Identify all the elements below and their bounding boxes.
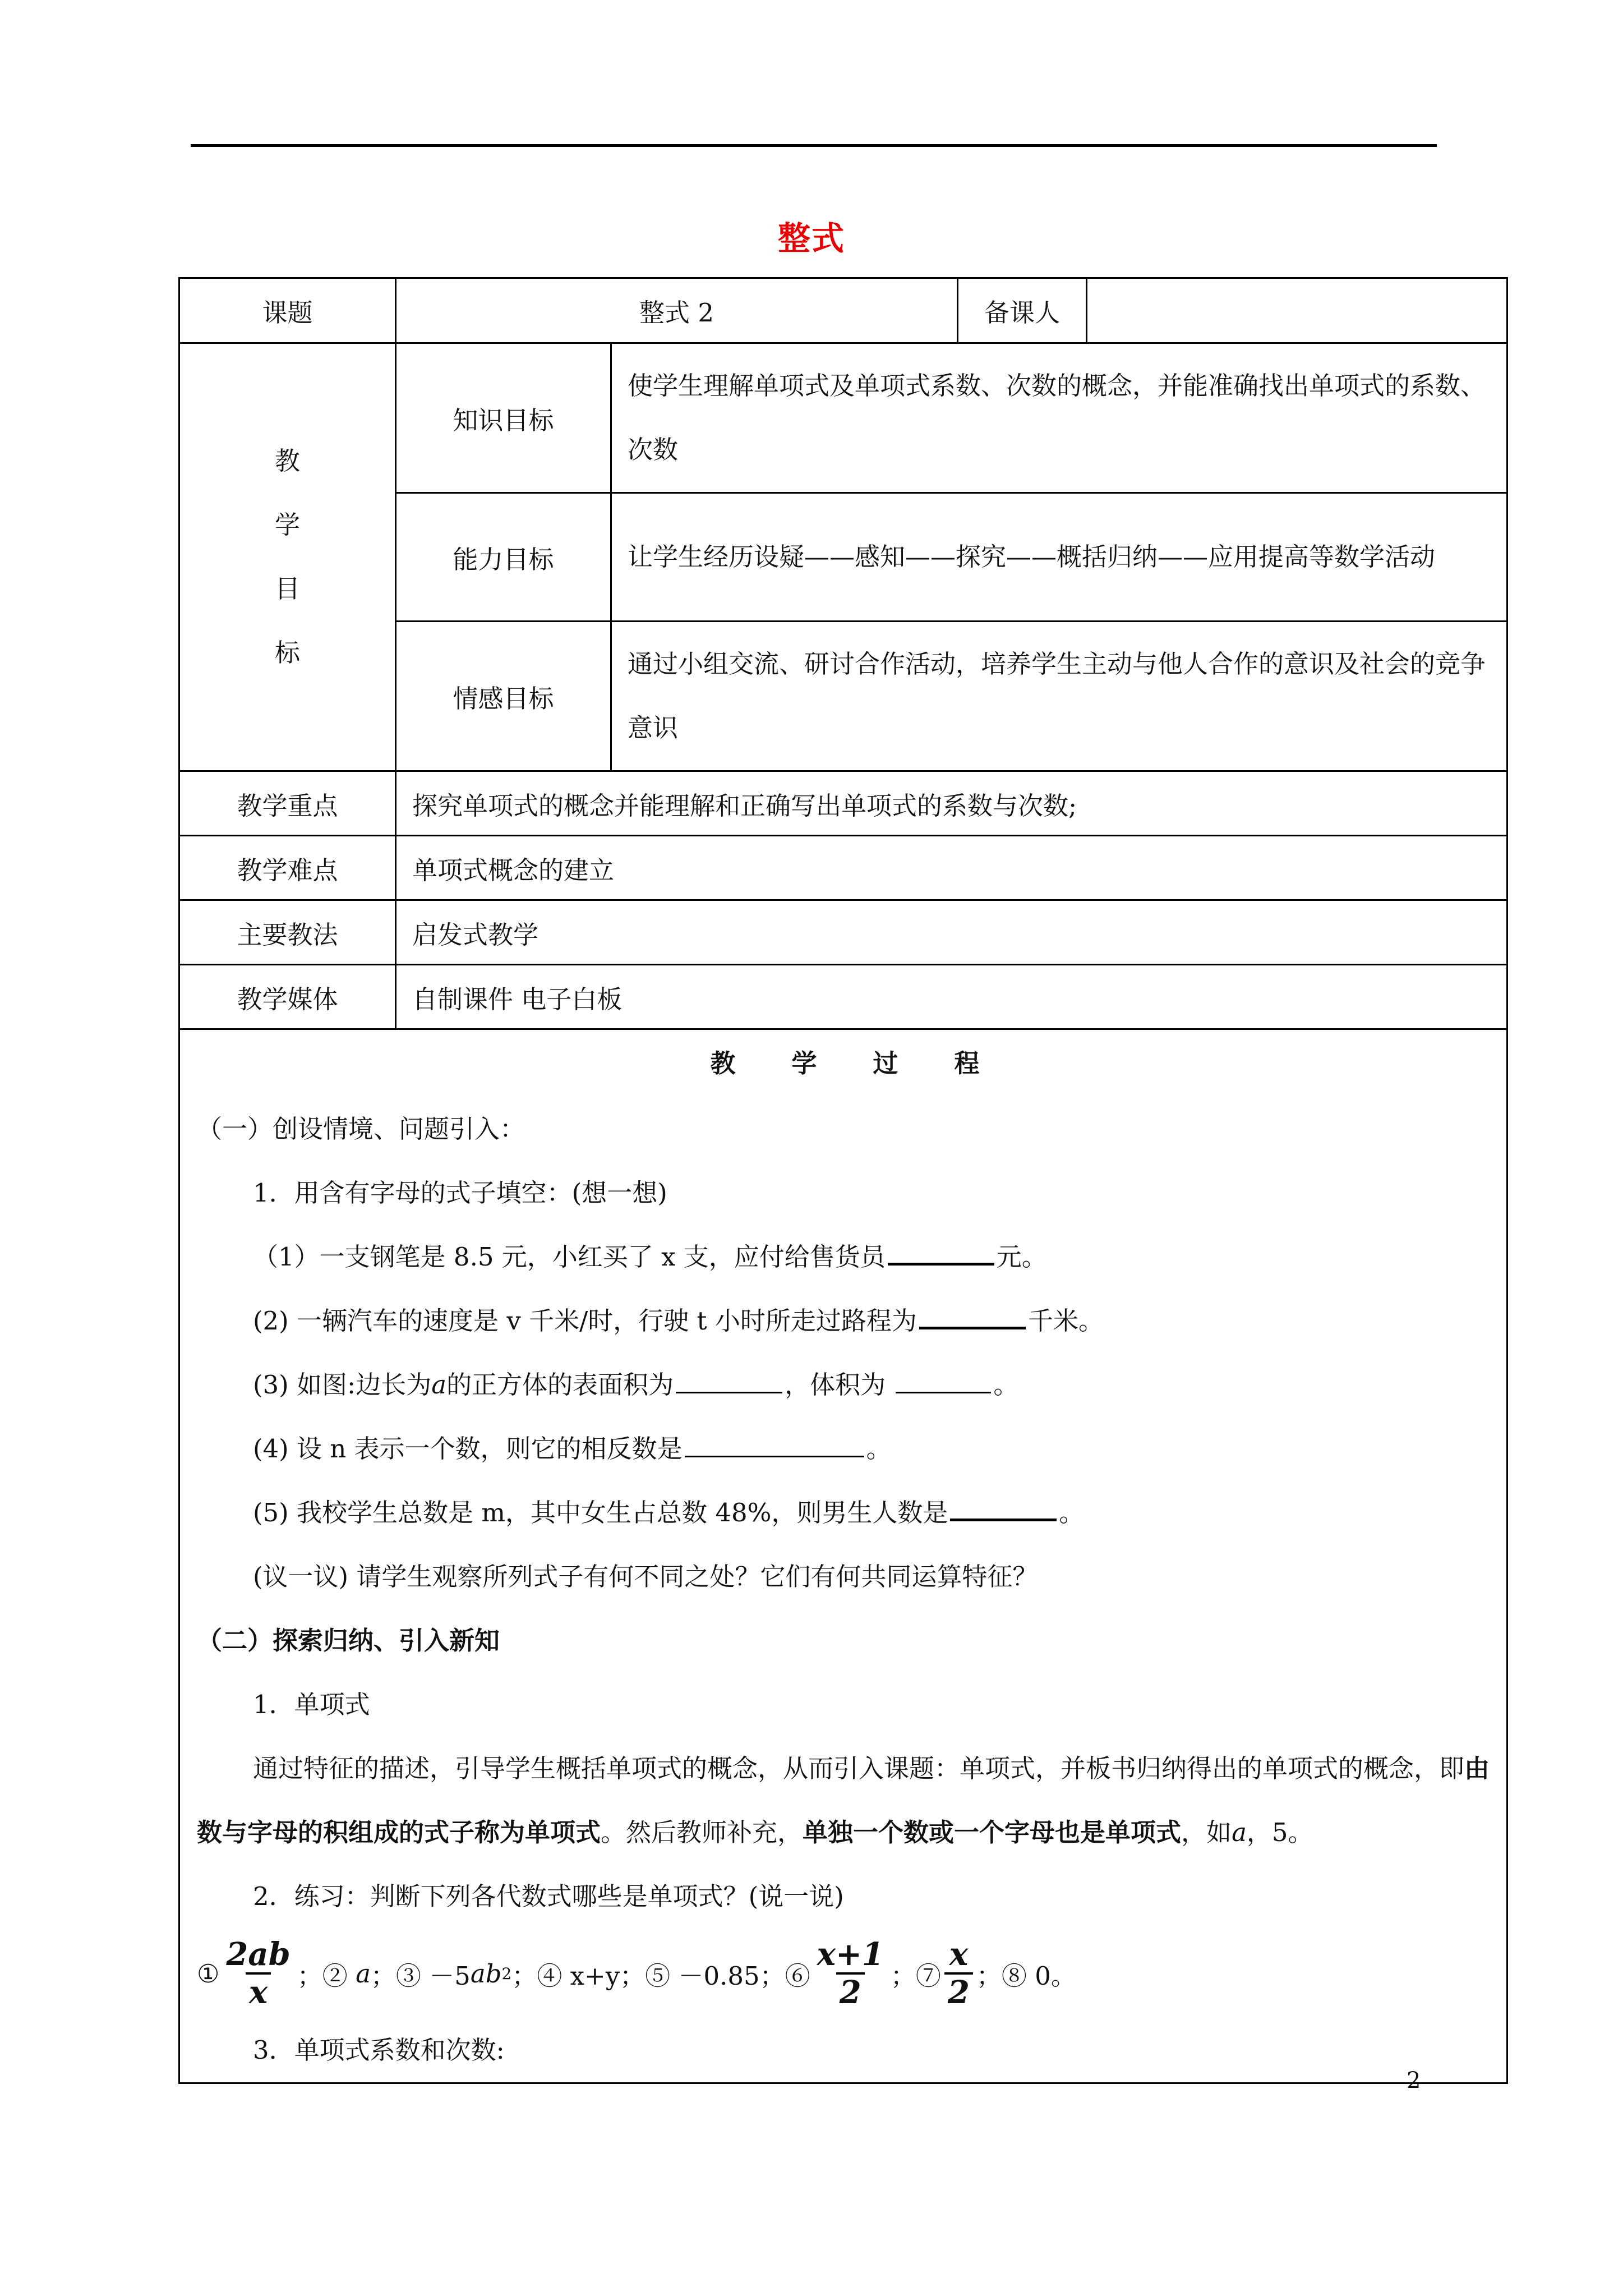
answer-blank xyxy=(896,1369,991,1393)
info-row xyxy=(179,836,1507,900)
answer-blank xyxy=(676,1369,782,1393)
info-row xyxy=(179,900,1507,965)
info-label: 教学重点 xyxy=(179,771,396,836)
objective-label: 知识目标 xyxy=(396,343,611,493)
question-3: (3) 如图:边长为a的正方体的表面积为 ，体积为 。 xyxy=(253,1370,1019,1400)
question-5: (5) 我校学生总数是 m，其中女生占总数 48%，则男生人数是 。 xyxy=(197,1481,1493,1545)
objective-row xyxy=(179,343,1507,493)
document-title: 整式 xyxy=(777,219,845,257)
info-text: 单项式概念的建立 xyxy=(396,836,1507,900)
question-1: （1）一支钢笔是 8.5 元，小红买了 x 支，应付给售货员 元。 xyxy=(197,1225,1493,1289)
preparer-label: 备课人 xyxy=(958,278,1087,343)
preparer-value xyxy=(1087,278,1507,343)
objective-label: 情感目标 xyxy=(396,622,611,771)
question-2: (2) 一辆汽车的速度是 v 千米/时，行驶 t 小时所走过路程为 千米。 xyxy=(197,1289,1493,1353)
process-row xyxy=(179,1029,1507,2083)
list-item: 1．用含有字母的式子填空：(想一想) xyxy=(253,1178,667,1208)
info-row xyxy=(179,771,1507,836)
lesson-plan-table xyxy=(178,277,1508,2084)
section-heading: （一）创设情境、问题引入： xyxy=(197,1114,525,1144)
teaching-process xyxy=(179,1029,1507,2083)
info-label: 教学媒体 xyxy=(179,965,396,1029)
question-4: (4) 设 n 表示一个数，则它的相反数是 。 xyxy=(253,1434,892,1464)
fraction: $\frac{x}{2}$ xyxy=(944,1936,973,2010)
page-number: 2 xyxy=(1407,2068,1421,2093)
answer-blank xyxy=(685,1433,864,1457)
header-rule xyxy=(191,144,1437,147)
list-item: 3．单项式系数和次数: xyxy=(253,2035,505,2065)
answer-blank xyxy=(919,1304,1026,1329)
subject-label: 课题 xyxy=(179,278,396,343)
list-item: 1．单项式 xyxy=(253,1690,370,1719)
info-label: 主要教法 xyxy=(179,900,396,965)
process-heading: 教学过程 xyxy=(710,1048,1036,1078)
info-row xyxy=(179,965,1507,1029)
objective-text: 通过小组交流、研讨合作活动，培养学生主动与他人合作的意识及社会的竞争意识 xyxy=(611,622,1507,771)
subject-value: 整式 2 xyxy=(396,278,958,343)
objectives-group-label: 教 学 目 标 xyxy=(179,343,396,771)
objective-text: 让学生经历设疑——感知——探究——概括归纳——应用提高等数学活动 xyxy=(611,493,1507,622)
answer-blank xyxy=(888,1240,994,1266)
header-row xyxy=(179,278,1507,343)
discussion-prompt: (议一议) 请学生观察所列式子有何不同之处？它们有何共同运算特征？ xyxy=(253,1562,1038,1591)
section-heading: （二）探索归纳、引入新知 xyxy=(197,1626,500,1655)
fraction: $\frac{x+1}{2}$ xyxy=(817,1936,884,2011)
info-text: 启发式教学 xyxy=(396,900,1507,965)
info-text: 自制课件 电子白板 xyxy=(396,965,1507,1029)
info-text: 探究单项式的概念并能理解和正确写出单项式的系数与次数; xyxy=(396,771,1507,836)
objective-text: 使学生理解单项式及单项式系数、次数的概念，并能准确找出单项式的系数、次数 xyxy=(611,343,1507,493)
info-label: 教学难点 xyxy=(179,836,396,900)
fraction: $\frac{2ab}{x}$ xyxy=(226,1936,291,2011)
list-item: 2．练习：判断下列各代数式哪些是单项式？(说一说) xyxy=(253,1881,844,1911)
objective-label: 能力目标 xyxy=(396,493,611,622)
concept-paragraph: 通过特征的描述，引导学生概括单项式的概念，从而引入课题：单项式，并板书归纳得出的单项式的概念，即由数与字母的积组成的式子称为单项式。然后教师补充，单独一个数或一个字母也是单项式，如a，5。 xyxy=(197,1754,1490,1847)
answer-blank xyxy=(950,1496,1057,1521)
expression-list: ① $\frac{2ab}{x}$ ；② a ；③ －5 ab 2 ；④ x+y；⑤ －0.85；⑥ $\frac{x+1}{2}$ ；⑦ $\frac{x}{2}$ ；⑧ 0。 xyxy=(197,1936,1076,2011)
